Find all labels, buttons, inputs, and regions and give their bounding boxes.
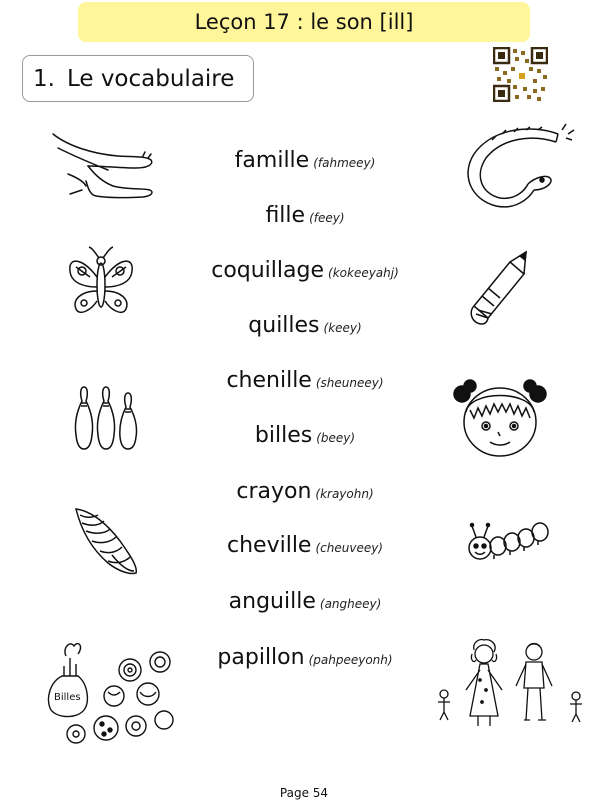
eel-icon <box>462 120 580 220</box>
section-number: 1. <box>33 65 55 92</box>
vocab-word: coquillage <box>211 258 325 283</box>
vocab-pronunciation: (feey) <box>309 211 345 225</box>
vocab-word: fille <box>265 203 306 228</box>
vocab-word: crayon <box>236 479 312 504</box>
vocab-word: billes <box>254 423 313 448</box>
vocab-word: chenille <box>226 368 312 393</box>
vocab-item-papillon <box>150 645 460 670</box>
butterfly-icon <box>62 243 140 321</box>
vocab-word: papillon <box>217 645 305 670</box>
vocab-item-cheville <box>150 533 460 558</box>
vocab-pronunciation: (cheuveey) <box>315 541 383 555</box>
vocab-item-fille <box>150 203 460 228</box>
vocab-item-chenille <box>150 368 460 393</box>
vocab-item-crayon <box>150 479 460 504</box>
shell-icon <box>72 505 142 577</box>
family-icon <box>432 636 588 728</box>
marbles-icon <box>40 636 180 746</box>
section-title: Le vocabulaire <box>66 65 235 92</box>
vocab-pronunciation: (angheey) <box>319 597 382 611</box>
vocab-pronunciation: (kokeeyahj) <box>328 266 399 280</box>
vocab-pronunciation: (krayohn) <box>315 487 374 501</box>
vocab-word: quilles <box>248 313 320 338</box>
vocab-item-coquillage <box>150 258 460 283</box>
feet-icon <box>48 126 156 206</box>
vocab-item-anguille <box>150 589 460 614</box>
pencil-icon <box>466 248 534 328</box>
vocab-pronunciation: (fahmeey) <box>313 156 376 170</box>
vocab-pronunciation: (keey) <box>323 321 362 335</box>
vocab-pronunciation: (sheuneey) <box>315 376 384 390</box>
qr-code-icon[interactable] <box>493 47 548 102</box>
lesson-title: Leçon 17 : le son [ill] <box>194 10 414 34</box>
vocab-word: cheville <box>227 533 312 558</box>
marbles-bag-label: Billes <box>54 692 81 703</box>
vocab-item-quilles <box>150 313 460 338</box>
vocab-word: famille <box>234 148 310 173</box>
vocab-item-billes <box>150 423 460 448</box>
bowling-pins-icon <box>72 383 144 453</box>
girl-face-icon <box>448 372 552 462</box>
caterpillar-icon <box>464 516 556 566</box>
page-number: Page 54 <box>279 786 329 800</box>
vocab-pronunciation: (pahpeeyonh) <box>308 653 393 667</box>
vocab-item-famille <box>150 148 460 173</box>
section-heading-box <box>22 55 254 102</box>
lesson-title-banner <box>78 2 530 42</box>
vocab-pronunciation: (beey) <box>316 431 356 445</box>
vocab-word: anguille <box>228 589 316 614</box>
